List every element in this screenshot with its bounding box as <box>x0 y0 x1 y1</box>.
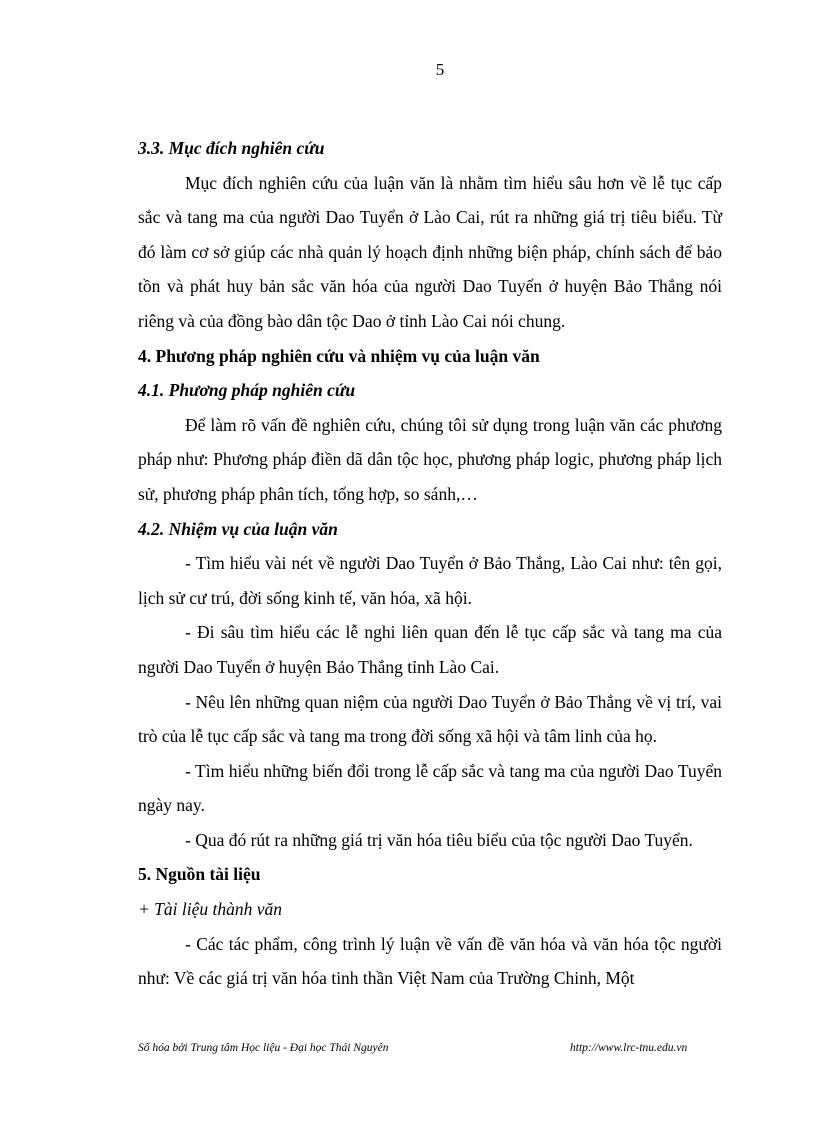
page-number: 5 <box>435 60 445 79</box>
subheading-written-sources: + Tài liệu thành văn <box>138 899 283 920</box>
section-heading-5: 5. Nguồn tài liệu <box>138 864 261 885</box>
task-item-2: - Đi sâu tìm hiểu các lễ nghi liên quan đến lễ tục cấp sắc và tang ma của người Dao Tuyển ở huyện Bảo Thắng tỉnh Lào Cai. <box>138 622 722 677</box>
section-heading-4-1: 4.1. Phương pháp nghiên cứu <box>138 380 356 401</box>
task-item-5: - Qua đó rút ra những giá trị văn hóa tiêu biểu của tộc người Dao Tuyển. <box>185 829 693 850</box>
paragraph-sources: - Các tác phẩm, công trình lý luận về vấn đề văn hóa và văn hóa tộc người như: Về các giá trị văn hóa tinh thần Việt Nam của Trường Chinh, Một <box>138 933 722 989</box>
paragraph-methods: Để làm rõ vấn đề nghiên cứu, chúng tôi sử dụng trong luận văn các phương pháp như: Phương pháp điền dã dân tộc học, phương pháp logic, phương pháp lịch sử, phương pháp phân tích, tổng hợp, so sánh,… <box>138 414 722 504</box>
footer-credit: Số hóa bởi Trung tâm Học liệu - Đại học Thái Nguyên <box>138 1042 389 1054</box>
section-heading-4: 4. Phương pháp nghiên cứu và nhiệm vụ của luận văn <box>138 345 540 366</box>
footer-url: http://www.lrc-tnu.edu.vn <box>570 1042 688 1054</box>
section-heading-4-2: 4.2. Nhiệm vụ của luận văn <box>138 518 338 539</box>
paragraph-purpose: Mục đích nghiên cứu của luận văn là nhằm tìm hiểu sâu hơn về lễ tục cấp sắc và tang ma của người Dao Tuyển ở Lào Cai, rút ra những giá trị tiêu biểu. Từ đó làm cơ sở giúp các nhà quản lý hoạch định những biện pháp, chính sách để bảo tồn và phát huy bản sắc văn hóa của người Dao Tuyển ở huyện Bảo Thắng nói riêng và của đồng bào dân tộc Dao ở tỉnh Lào Cai nói chung. <box>138 172 722 331</box>
task-item-4: - Tìm hiểu những biến đổi trong lễ cấp sắc và tang ma của người Dao Tuyển ngày nay. <box>138 760 722 816</box>
document-body <box>138 131 722 996</box>
section-heading-3-3: 3.3. Mục đích nghiên cứu <box>138 138 325 158</box>
task-item-1: - Tìm hiểu vài nét về người Dao Tuyển ở Bảo Thắng, Lào Cai như: tên gọi, lịch sử cư trú, đời sống kinh tế, văn hóa, xã hội. <box>138 553 722 608</box>
task-item-3: - Nêu lên những quan niệm của người Dao Tuyển ở Bảo Thắng về vị trí, vai trò của lễ tục cấp sắc và tang ma trong đời sống xã hội và tâm linh của họ. <box>138 691 722 747</box>
